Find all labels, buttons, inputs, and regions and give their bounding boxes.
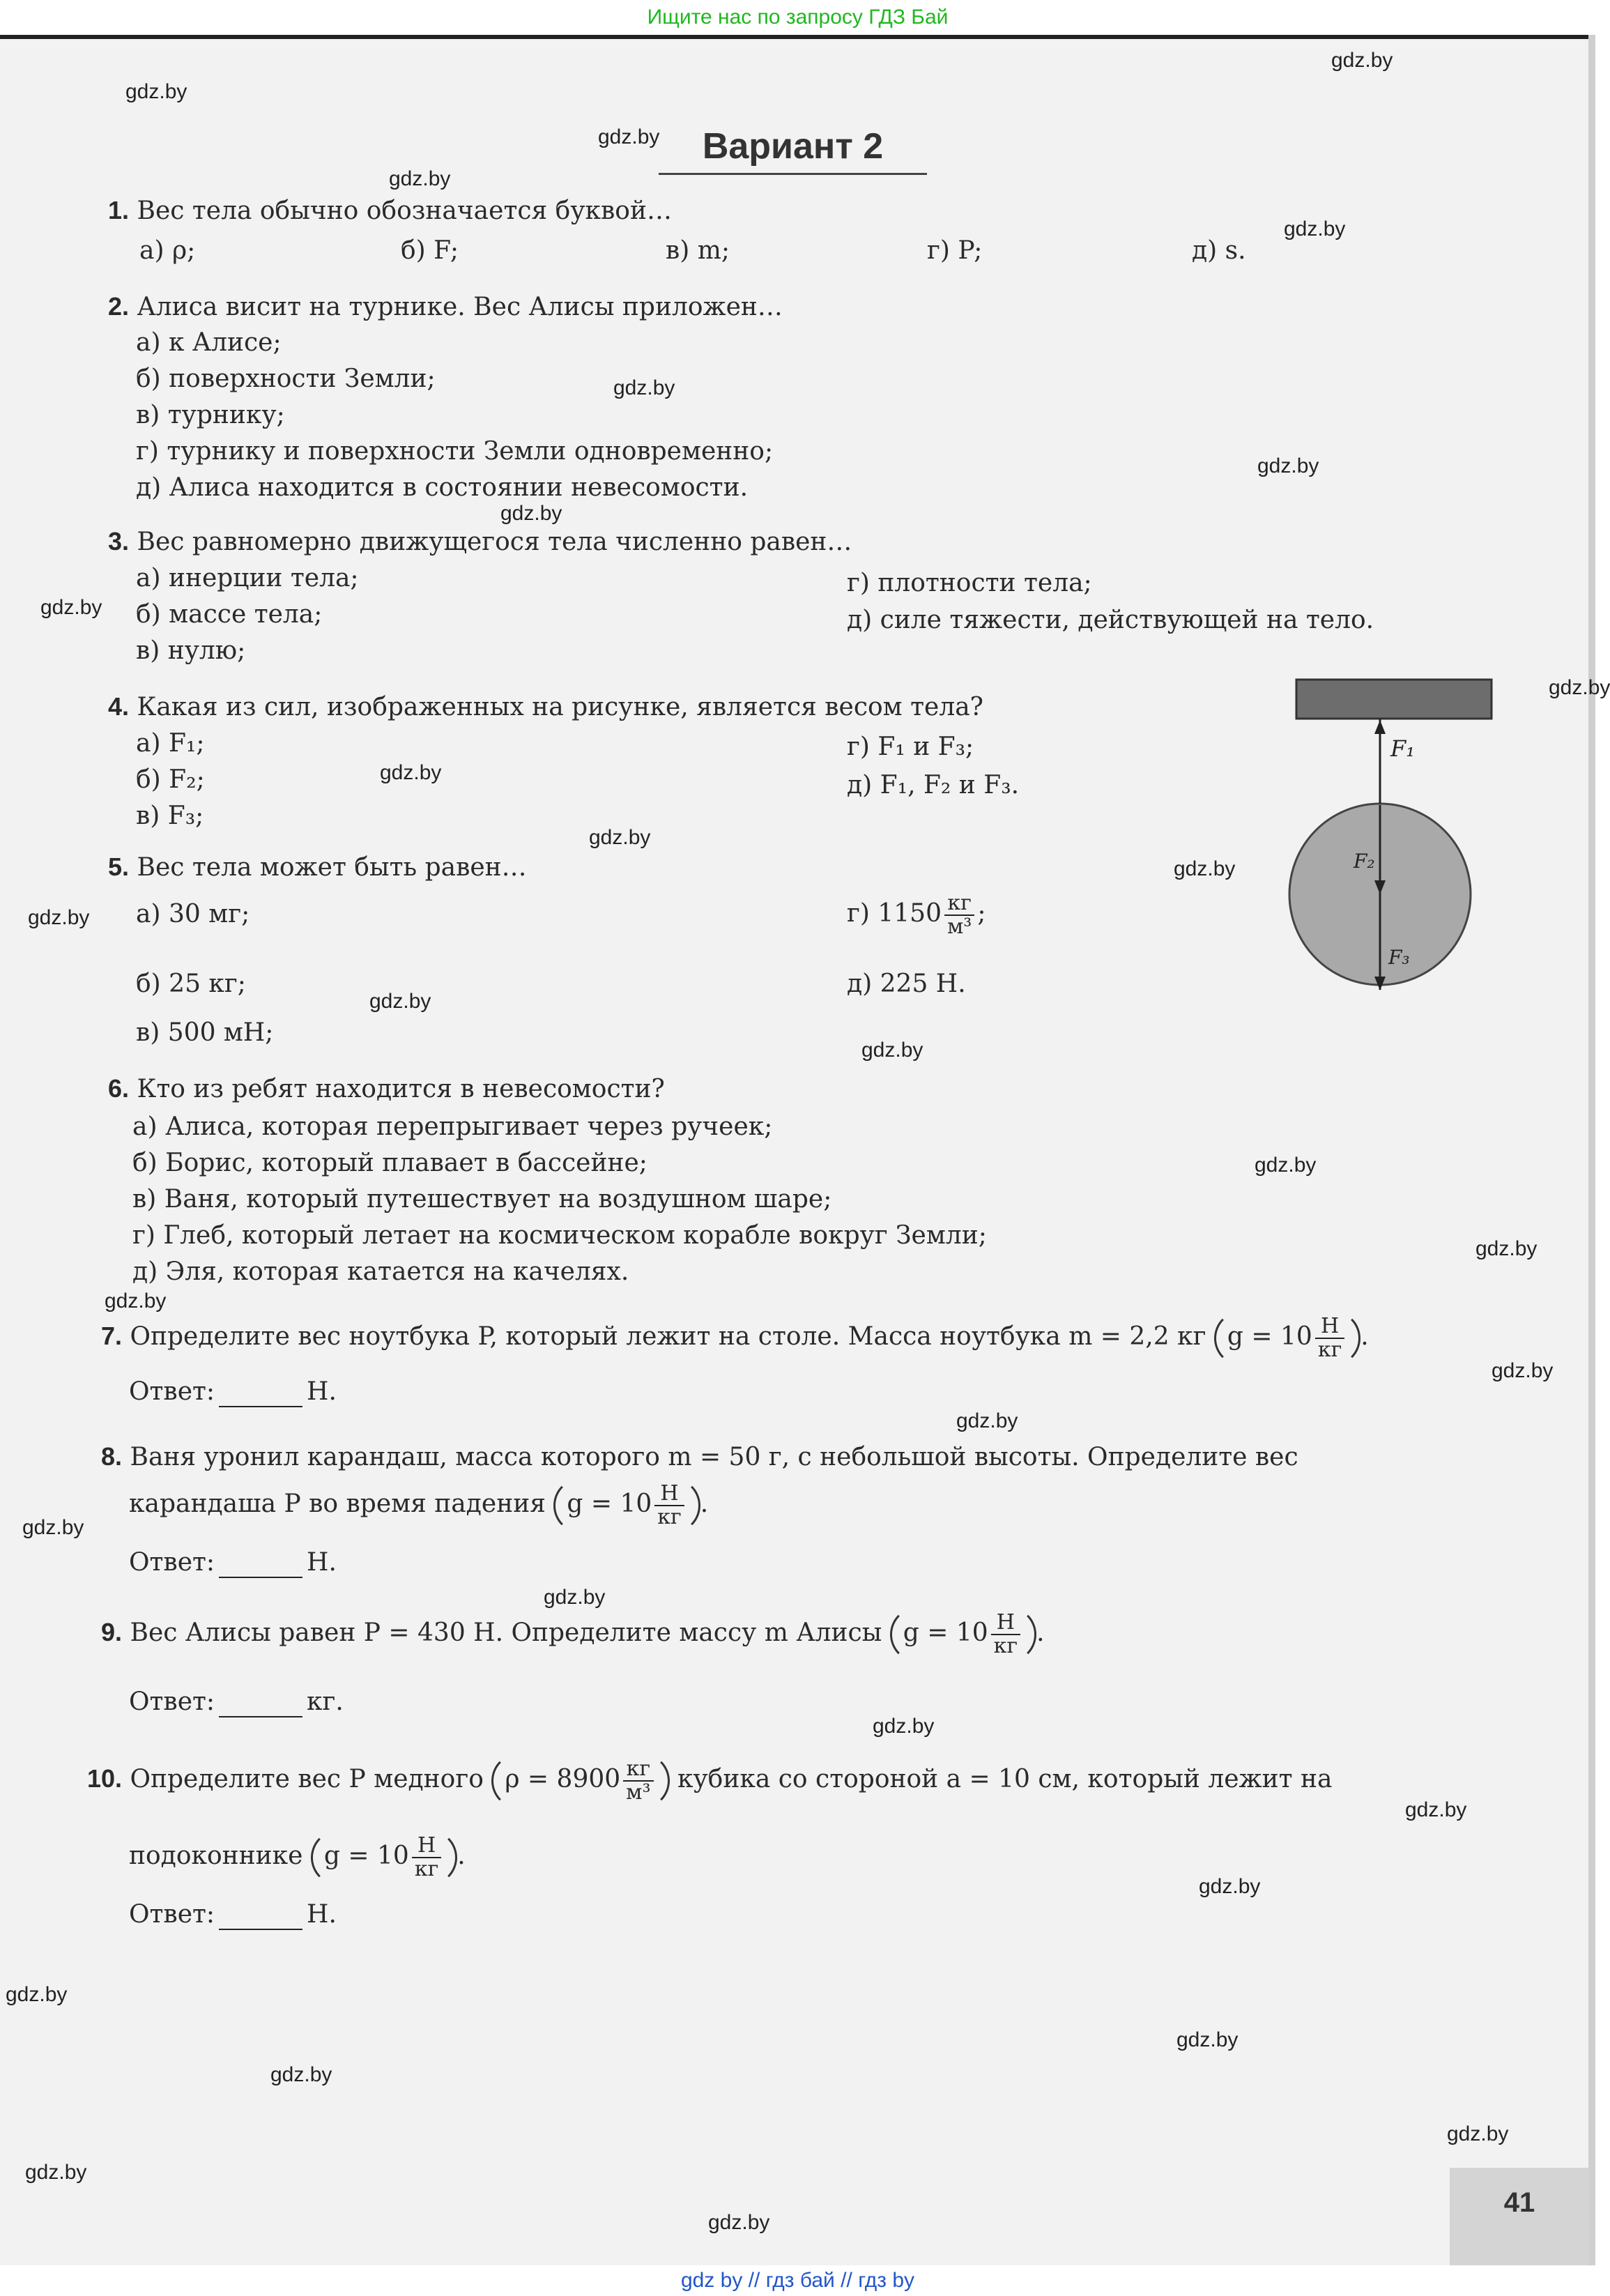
watermark: gdz.by xyxy=(1492,1359,1554,1382)
page-title: Вариант 2 xyxy=(659,125,927,175)
fraction-numerator: Н xyxy=(991,1612,1020,1635)
option-d: г) P; xyxy=(927,236,983,265)
option-c: в) нулю; xyxy=(136,636,246,665)
answer-label: Ответ: xyxy=(129,1548,215,1577)
option-e: д) s. xyxy=(1192,236,1246,265)
question-1 xyxy=(108,195,672,227)
question-2 xyxy=(108,291,783,323)
watermark: gdz.by xyxy=(613,376,675,399)
watermark: gdz.by xyxy=(105,1289,167,1312)
gravity-value: g = 10 xyxy=(323,1842,409,1870)
option-b: б) F₂; xyxy=(136,765,205,794)
watermark: gdz.by xyxy=(25,2161,87,2184)
question-number: 7. xyxy=(101,1322,123,1350)
watermark: gdz.by xyxy=(1405,1798,1467,1821)
top-banner[interactable]: Ищите нас по запросу ГДЗ Бай xyxy=(0,0,1595,35)
watermark: gdz.by xyxy=(40,596,102,619)
watermark: gdz.by xyxy=(873,1715,935,1738)
watermark: gdz.by xyxy=(1174,857,1236,880)
question-text: Ваня уронил карандаш, масса которого m = 50 г, с небольшой высоты. Определите вес xyxy=(130,1443,1298,1471)
gravity-constant xyxy=(1214,1310,1360,1366)
sentence-end: . xyxy=(700,1490,709,1518)
answer-blank[interactable] xyxy=(219,1556,302,1578)
option-b: б) массе тела; xyxy=(136,600,323,629)
force-diagram xyxy=(1289,673,1498,1000)
answer-unit: кг. xyxy=(307,1687,344,1716)
option-a: а) F₁; xyxy=(136,729,205,758)
question-5 xyxy=(108,852,527,883)
question-text: Алиса висит на турнике. Вес Алисы приложен… xyxy=(137,293,783,321)
watermark: gdz.by xyxy=(1331,49,1393,72)
footer-link-gdz-bai[interactable]: гдз бай xyxy=(765,2269,835,2292)
footer-link-gdz-by-2[interactable]: гдз by xyxy=(858,2269,915,2292)
fraction-denominator: кг xyxy=(1317,1338,1342,1362)
question-9 xyxy=(101,1607,1045,1662)
fraction-denominator: кг xyxy=(414,1857,439,1881)
watermark: gdz.by xyxy=(1199,1875,1261,1898)
answer-unit: Н. xyxy=(307,1900,337,1929)
question-8-continued xyxy=(129,1478,708,1533)
answer-unit: Н. xyxy=(307,1548,337,1577)
gravity-value: g = 10 xyxy=(903,1618,988,1647)
answer-blank[interactable] xyxy=(219,1908,302,1930)
question-text: Какая из сил, изображенных на рисунке, является весом тела? xyxy=(137,693,983,721)
gravity-value: g = 10 xyxy=(567,1490,652,1518)
watermark: gdz.by xyxy=(1549,676,1610,699)
watermark: gdz.by xyxy=(1447,2122,1509,2145)
footer-link-gdz-by[interactable]: gdz by xyxy=(680,2269,743,2292)
question-10 xyxy=(87,1753,1332,1809)
question-text-line2: подоконнике xyxy=(129,1842,303,1870)
option-e: д) Алиса находится в состоянии невесомости. xyxy=(136,473,749,502)
fraction-denominator: м³ xyxy=(626,1780,651,1805)
page-number: 41 xyxy=(1450,2168,1589,2265)
answer-blank[interactable] xyxy=(219,1385,302,1407)
sentence-end: . xyxy=(1360,1322,1369,1351)
footer-separator: // xyxy=(748,2269,760,2292)
option-d: г) турнику и поверхности Земли одновременно; xyxy=(136,437,774,466)
question-10-continued xyxy=(129,1830,466,1885)
option-d: г) F₁ и F₃; xyxy=(847,733,974,761)
watermark: gdz.by xyxy=(125,80,187,103)
watermark: gdz.by xyxy=(544,1586,606,1609)
option-d: г) плотности тела; xyxy=(847,569,1092,597)
fraction-numerator: Н xyxy=(654,1483,684,1506)
density-fraction xyxy=(944,892,974,938)
option-a: а) ρ; xyxy=(139,236,196,265)
answer-label: Ответ: xyxy=(129,1377,215,1406)
option-a: а) Алиса, которая перепрыгивает через ручеек; xyxy=(132,1112,773,1141)
gravity-constant xyxy=(890,1607,1036,1662)
watermark: gdz.by xyxy=(380,761,442,784)
watermark: gdz.by xyxy=(589,826,651,849)
question-number: 9. xyxy=(101,1618,123,1646)
answer-line xyxy=(129,1547,337,1578)
page-edge xyxy=(1588,35,1595,2265)
question-number: 10. xyxy=(87,1764,123,1793)
f3-label: F₃ xyxy=(1388,946,1410,969)
watermark: gdz.by xyxy=(1475,1237,1538,1260)
question-8 xyxy=(101,1441,1298,1473)
question-text: Определите вес ноутбука P, который лежит на столе. Масса ноутбука m = 2,2 кг xyxy=(130,1322,1206,1351)
option-b: б) F; xyxy=(401,236,459,265)
unit-fraction xyxy=(991,1612,1020,1658)
question-number: 3. xyxy=(108,527,130,556)
force-diagram-svg xyxy=(1289,673,1498,1000)
density-value: ρ = 8900 xyxy=(505,1765,621,1793)
question-3 xyxy=(108,526,852,558)
question-text: Вес тела может быть равен… xyxy=(137,853,527,882)
sentence-end: . xyxy=(1036,1618,1045,1647)
option-e: д) 225 Н. xyxy=(847,970,966,998)
fraction-numerator: Н xyxy=(412,1835,441,1858)
watermark: gdz.by xyxy=(1176,2028,1239,2051)
answer-blank[interactable] xyxy=(219,1695,302,1717)
option-c: в) турнику; xyxy=(136,401,285,429)
option-d xyxy=(847,892,986,938)
question-number: 2. xyxy=(108,292,130,321)
watermark: gdz.by xyxy=(369,990,431,1013)
question-text: Определите вес P медного xyxy=(130,1765,484,1793)
density-fraction xyxy=(623,1758,653,1804)
watermark: gdz.by xyxy=(270,2063,332,2086)
question-text: Вес Алисы равен P = 430 Н. Определите массу m Алисы xyxy=(130,1618,882,1647)
question-text-line2: карандаша P во время падения xyxy=(129,1490,546,1518)
watermark: gdz.by xyxy=(598,125,660,148)
question-number: 5. xyxy=(108,852,130,881)
fraction-denominator: кг xyxy=(657,1505,682,1529)
answer-line xyxy=(129,1377,337,1407)
watermark: gdz.by xyxy=(389,167,451,190)
f2-label: F₂ xyxy=(1354,850,1375,873)
gravity-value: g = 10 xyxy=(1227,1322,1312,1351)
watermark: gdz.by xyxy=(1255,1154,1317,1177)
f1-label: F₁ xyxy=(1390,735,1416,762)
fraction-numerator: кг xyxy=(944,892,974,916)
question-4 xyxy=(108,691,983,723)
unit-fraction xyxy=(412,1835,441,1881)
option-d: г) Глеб, который летает на космическом корабле вокруг Земли; xyxy=(132,1221,987,1250)
option-e: д) F₁, F₂ и F₃. xyxy=(847,771,1020,799)
question-7 xyxy=(101,1310,1369,1366)
question-text: Вес тела обычно обозначается буквой… xyxy=(137,197,672,225)
question-number: 8. xyxy=(101,1442,123,1471)
fraction-denominator: кг xyxy=(993,1634,1018,1658)
fraction-denominator: м³ xyxy=(946,914,972,939)
option-c: в) Ваня, который путешествует на воздушном шаре; xyxy=(132,1185,832,1214)
watermark: gdz.by xyxy=(28,906,90,929)
answer-label: Ответ: xyxy=(129,1900,215,1929)
question-number: 4. xyxy=(108,692,130,721)
option-d-end: ; xyxy=(977,899,986,928)
watermark: gdz.by xyxy=(956,1409,1018,1432)
option-a: а) к Алисе; xyxy=(136,328,282,357)
option-a: а) инерции тела; xyxy=(136,564,359,592)
option-b: б) Борис, который плавает в бассейне; xyxy=(132,1149,647,1177)
watermark: gdz.by xyxy=(861,1039,923,1062)
gravity-constant xyxy=(311,1830,457,1885)
option-c: в) 500 мН; xyxy=(136,1018,274,1047)
answer-unit: Н. xyxy=(307,1377,337,1406)
watermark: gdz.by xyxy=(22,1516,84,1539)
question-text: Кто из ребят находится в невесомости? xyxy=(137,1075,665,1103)
ceiling-support xyxy=(1296,680,1492,719)
watermark: gdz.by xyxy=(708,2211,770,2234)
watermark: gdz.by xyxy=(6,1983,68,2006)
f1-arrowhead xyxy=(1374,720,1386,734)
answer-line xyxy=(129,1899,337,1930)
fraction-numerator: кг xyxy=(623,1758,653,1782)
option-c: в) m; xyxy=(666,236,730,265)
sentence-end: . xyxy=(457,1842,466,1870)
option-b: б) 25 кг; xyxy=(136,970,246,998)
answer-label: Ответ: xyxy=(129,1687,215,1716)
option-d-value: г) 1150 xyxy=(847,899,942,928)
fraction-numerator: Н xyxy=(1315,1315,1344,1339)
unit-fraction xyxy=(654,1483,684,1529)
footer-links xyxy=(0,2265,1595,2296)
question-number: 6. xyxy=(108,1074,130,1103)
question-6 xyxy=(108,1073,665,1105)
option-b: б) поверхности Земли; xyxy=(136,365,436,393)
option-c: в) F₃; xyxy=(136,802,204,830)
watermark: gdz.by xyxy=(1257,454,1319,477)
footer-separator: // xyxy=(841,2269,852,2292)
question-text-b: кубика со стороной a = 10 см, который лежит на xyxy=(677,1765,1333,1793)
gravity-constant xyxy=(553,1478,700,1533)
option-e: д) Эля, которая катается на качелях. xyxy=(132,1257,629,1286)
answer-line xyxy=(129,1687,344,1717)
watermark: gdz.by xyxy=(500,502,562,525)
watermark: gdz.by xyxy=(1284,217,1346,240)
question-text: Вес равномерно движущегося тела численно равен… xyxy=(137,528,852,556)
density-constant xyxy=(491,1753,669,1809)
unit-fraction xyxy=(1315,1315,1344,1361)
question-number: 1. xyxy=(108,196,130,224)
option-e: д) силе тяжести, действующей на тело. xyxy=(847,606,1374,634)
option-a: а) 30 мг; xyxy=(136,900,250,928)
